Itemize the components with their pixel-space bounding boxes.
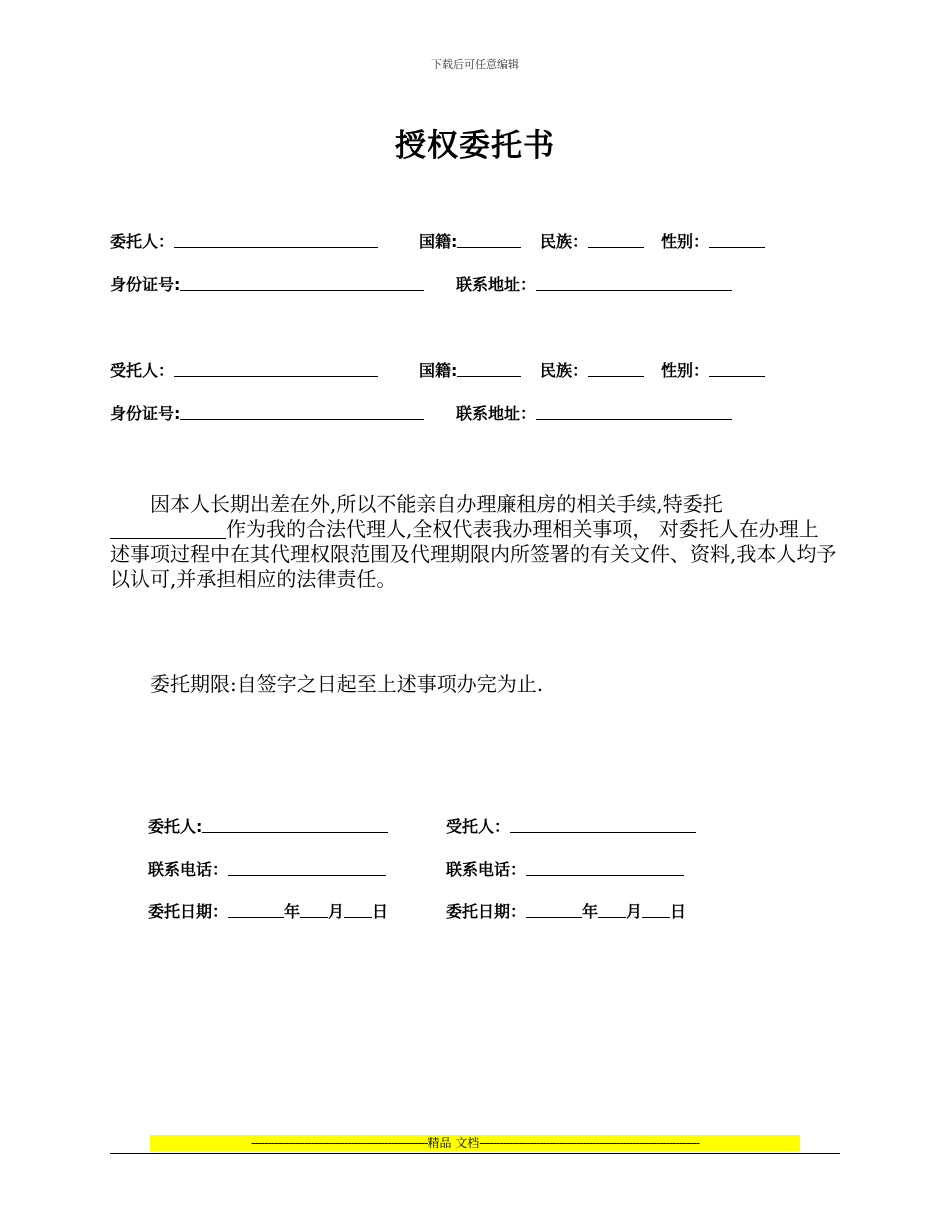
agent-name-blank — [174, 360, 378, 377]
sign-agent-phone-blank — [526, 859, 684, 876]
paragraph-text-rest: 作为我的合法代理人,全权代表我办理相关事项， 对委托人在办理上述事项过程中在其代理权限范围及代理期限内所签署的有关文件、资料,我本人均予以认可,并承担相应的法律责任。 — [110, 517, 837, 591]
principal-id-label: 身份证号: — [110, 275, 181, 294]
principal-id-blank — [180, 274, 424, 291]
agent-year-label: 年 — [582, 902, 599, 921]
sign-principal-phone-field — [148, 859, 386, 880]
principal-address-label: 联系地址： — [456, 275, 537, 294]
principal-gender-field — [661, 231, 765, 252]
agent-year-blank — [526, 901, 582, 918]
sign-agent-phone-label: 联系电话： — [446, 860, 527, 879]
agent-address-label: 联系地址： — [456, 404, 537, 423]
sign-principal-blank — [202, 816, 388, 833]
principal-nationality-label: 国籍: — [419, 232, 458, 251]
agent-address-field — [456, 403, 732, 424]
agent-month-label: 月 — [626, 902, 643, 921]
principal-ethnicity-label: 民族： — [540, 232, 589, 251]
document-title: 授权委托书 — [395, 128, 555, 164]
principal-year-label: 年 — [284, 902, 301, 921]
agent-nationality-label: 国籍: — [419, 361, 458, 380]
sign-agent-phone-field — [446, 859, 684, 880]
principal-address-blank — [536, 274, 732, 291]
principal-nationality-blank — [457, 231, 521, 248]
principal-gender-blank — [709, 231, 765, 248]
sign-principal-date-label: 委托日期： — [148, 902, 229, 921]
sign-agent-blank — [510, 816, 696, 833]
agent-ethnicity-blank — [588, 360, 644, 377]
agent-id-blank — [180, 403, 424, 420]
principal-gender-label: 性别： — [661, 232, 710, 251]
agent-gender-label: 性别： — [661, 361, 710, 380]
principal-id-field — [110, 274, 424, 295]
authorization-paragraph — [110, 492, 838, 592]
agent-ethnicity-label: 民族： — [540, 361, 589, 380]
principal-name-blank — [174, 231, 378, 248]
agent-month-blank — [598, 901, 626, 918]
agent-id-field — [110, 403, 424, 424]
sign-agent-label: 受托人： — [446, 817, 511, 836]
agent-name-field — [110, 360, 378, 381]
sign-principal-date-field — [148, 901, 388, 922]
agent-ethnicity-field — [540, 360, 644, 381]
sign-principal-phone-blank — [228, 859, 386, 876]
agent-name-label: 受托人： — [110, 361, 175, 380]
footer-rule — [110, 1153, 840, 1154]
principal-month-label: 月 — [328, 902, 345, 921]
footer-band — [150, 1135, 800, 1151]
agent-nationality-blank — [457, 360, 521, 377]
agent-id-label: 身份证号: — [110, 404, 181, 423]
sign-agent-date-field — [446, 901, 686, 922]
sign-principal-field — [148, 816, 388, 837]
sign-principal-phone-label: 联系电话： — [148, 860, 229, 879]
sign-agent-field — [446, 816, 696, 837]
agent-gender-field — [661, 360, 765, 381]
header-note: 下载后可任意编辑 — [431, 58, 519, 71]
footer-dashes-right: ------------------------------------------------------------------ — [479, 1136, 700, 1150]
footer-label: 精品 文档 — [427, 1136, 480, 1150]
footer-dashes-left: ----------------------------------------------------- — [250, 1136, 428, 1150]
agent-name-blank-inline — [110, 518, 226, 539]
agent-day-label: 日 — [670, 902, 687, 921]
sign-agent-date-label: 委托日期： — [446, 902, 527, 921]
principal-address-field — [456, 274, 732, 295]
agent-nationality-field — [419, 360, 521, 381]
principal-nationality-field — [419, 231, 521, 252]
principal-name-label: 委托人： — [110, 232, 175, 251]
agent-day-blank — [642, 901, 670, 918]
paragraph-text-start: 因本人长期出差在外,所以不能亲自办理廉租房的相关手续,特委托 — [150, 492, 723, 516]
principal-name-field — [110, 231, 378, 252]
principal-day-blank — [344, 901, 372, 918]
principal-ethnicity-field — [540, 231, 644, 252]
agent-gender-blank — [709, 360, 765, 377]
principal-month-blank — [300, 901, 328, 918]
principal-year-blank — [228, 901, 284, 918]
agent-address-blank — [536, 403, 732, 420]
term-line: 委托期限:自签字之日起至上述事项办完为止. — [150, 672, 544, 696]
principal-day-label: 日 — [372, 902, 389, 921]
principal-ethnicity-blank — [588, 231, 644, 248]
sign-principal-label: 委托人: — [148, 817, 203, 836]
